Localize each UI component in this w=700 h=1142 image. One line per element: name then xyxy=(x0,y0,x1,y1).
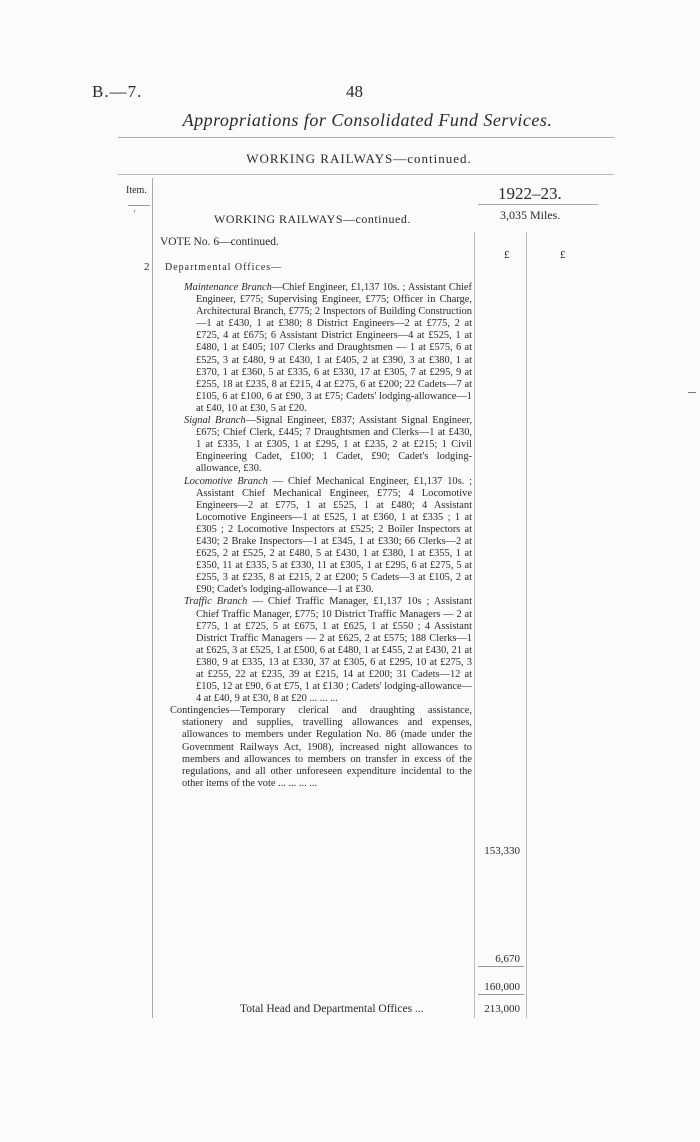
item-column-header: Item. xyxy=(126,185,147,196)
department-heading: Departmental Offices— xyxy=(165,262,283,273)
divider xyxy=(128,205,150,206)
page-subtitle: WORKING RAILWAYS—continued. xyxy=(246,151,472,166)
currency-symbol: £ xyxy=(560,249,566,261)
total-label: Total Head and Departmental Offices ... xyxy=(240,1003,424,1015)
branch-entry xyxy=(184,476,472,597)
item-number: 2 xyxy=(144,261,150,273)
miles-header: 3,035 Miles. xyxy=(500,208,561,222)
column-rule xyxy=(152,178,153,1018)
amount-branches: 153,330 xyxy=(484,845,520,857)
contingencies-entry: Contingencies—Temporary clerical and draughting assistance, stationery and supplies, travelling allowances and expenses, allowances to members under Regulation No. 86 (made under the Government Railways Act, 1908), increased night allowances to members and allowances to members on transfer in excess of the regulations, and all other unforeseen expenditure incidental to the other items of the vote ... ... ... ... xyxy=(170,705,472,789)
branch-name: Locomotive Branch xyxy=(184,475,268,487)
section-heading: WORKING RAILWAYS—continued. xyxy=(214,212,411,226)
branch-text: — Chief Mechanical Engineer, £1,137 10s. ; Assistant Chief Mechanical Engineer, £775; 4 Locomotive Engineers—2 at £775, 1 at £525, 1 at £480; 4 Assistant Locomotive Engineers—1 at £525, 1 at £360, 1 at £335 ; 1 at £305 ; 2 Locomotive Inspectors at £525; 2 Boiler Inspectors at £430; 2 Brake Inspectors—1 at £345, 1 at £330; 66 Clerks—2 at £625, 2 at £525, 2 at £480, 5 at £430, 1 at £380, 1 at £355, 1 at £350, 11 at £335, 5 at £330, 11 at £305, 1 at £295, 6 at £275, 5 at £255, 3 at £235, 8 at £215, 2 at £200; 5 Cadets—3 at £105, 2 at £90; Cadet's lodging-allowance—1 at £30. xyxy=(196,475,472,596)
item-mark: ‘ xyxy=(133,208,136,218)
sum-rule xyxy=(478,994,524,995)
amount-subtotal: 160,000 xyxy=(484,981,520,993)
amount-grand-total: 213,000 xyxy=(484,1003,520,1015)
vote-heading: VOTE No. 6—continued. xyxy=(160,236,279,248)
divider xyxy=(478,204,598,205)
divider xyxy=(118,174,614,175)
branch-name: Maintenance Branch xyxy=(184,282,272,293)
divider xyxy=(118,137,614,138)
column-rule xyxy=(526,232,527,1018)
branch-entry xyxy=(184,282,472,415)
branch-name: Traffic Branch xyxy=(184,596,248,608)
page-number: 48 xyxy=(346,82,363,101)
currency-symbol: £ xyxy=(504,249,510,261)
column-rule xyxy=(474,232,475,1018)
branch-text: —Chief Engineer, £1,137 10s. ; Assistant Chief Engineer, £775; Supervising Engineer, £775; Officer in Charge, Architectural Branch, £775; 2 Inspectors of Building Construction—1 at £430, 1 at £380; 8 District Engineers—2 at £775, 2 at £725, 4 at £675; 6 Assistant District Engineers—4 at £525, 1 at £480, 1 at £405; 107 Clerks and Draughtsmen — 1 at £575, 6 at £525, 3 at £480, 9 at £430, 1 at £405, 2 at £390, 3 at £380, 1 at £370, 1 at £360, 5 at £335, 6 at £330, 17 at £305, 7 at £295, 9 at £255, 18 at £235, 8 at £215, 4 at £275, 6 at £200; 22 Cadets—7 at £105, 6 at £100, 6 at £90, 3 at £75; Cadets' lodging-allowance—1 at £40, 10 at £30, 5 at £20. xyxy=(196,282,472,414)
page-title: Appropriations for Consolidated Fund Services. xyxy=(182,110,553,130)
branch-entry xyxy=(184,596,472,705)
branch-text: —Signal Engineer, £837; Assistant Signal Engineer, £675; Chief Clerk, £445; 7 Draughtsmen and Clerks—1 at £430, 1 at £335, 1 at £305, 1 at £295, 1 at £235, 2 at £215; 1 Civil Engineering Cadet, £100; 1 Cadet, £90; Cadet's lodging-allowance, £30. xyxy=(196,415,472,475)
sum-rule xyxy=(478,966,524,967)
branch-text: — Chief Traffic Manager, £1,137 10s ; Assistant Chief Traffic Manager, £775; 10 District Traffic Managers — 2 at £775, 1 at £725, 5 at £675, 1 at £625, 1 at £550 ; 4 Assistant District Traffic Managers — 2 at £625, 2 at £575; 188 Clerks—1 at £625, 3 at £525, 1 at £500, 6 at £480, 1 at £455, 2 at £430, 21 at £380, 9 at £335, 13 at £330, 37 at £305, 6 at £295, 10 at £275, 3 at £255, 22 at £235, 39 at £215, 14 at £200; 31 Cadets—12 at £105, 12 at £90, 6 at £75, 1 at £130 ; Cadets' lodging-allowance—4 at £40, 9 at £30, 8 at £20 ... ... ... xyxy=(196,596,472,705)
appropriation-details xyxy=(170,282,472,790)
branch-entry xyxy=(184,415,472,475)
margin-mark xyxy=(688,392,696,393)
document-reference: B.—7. xyxy=(92,82,143,101)
branch-name: Signal Branch xyxy=(184,415,246,427)
amount-contingencies: 6,670 xyxy=(495,953,520,965)
year-header: 1922–23. xyxy=(498,184,562,203)
